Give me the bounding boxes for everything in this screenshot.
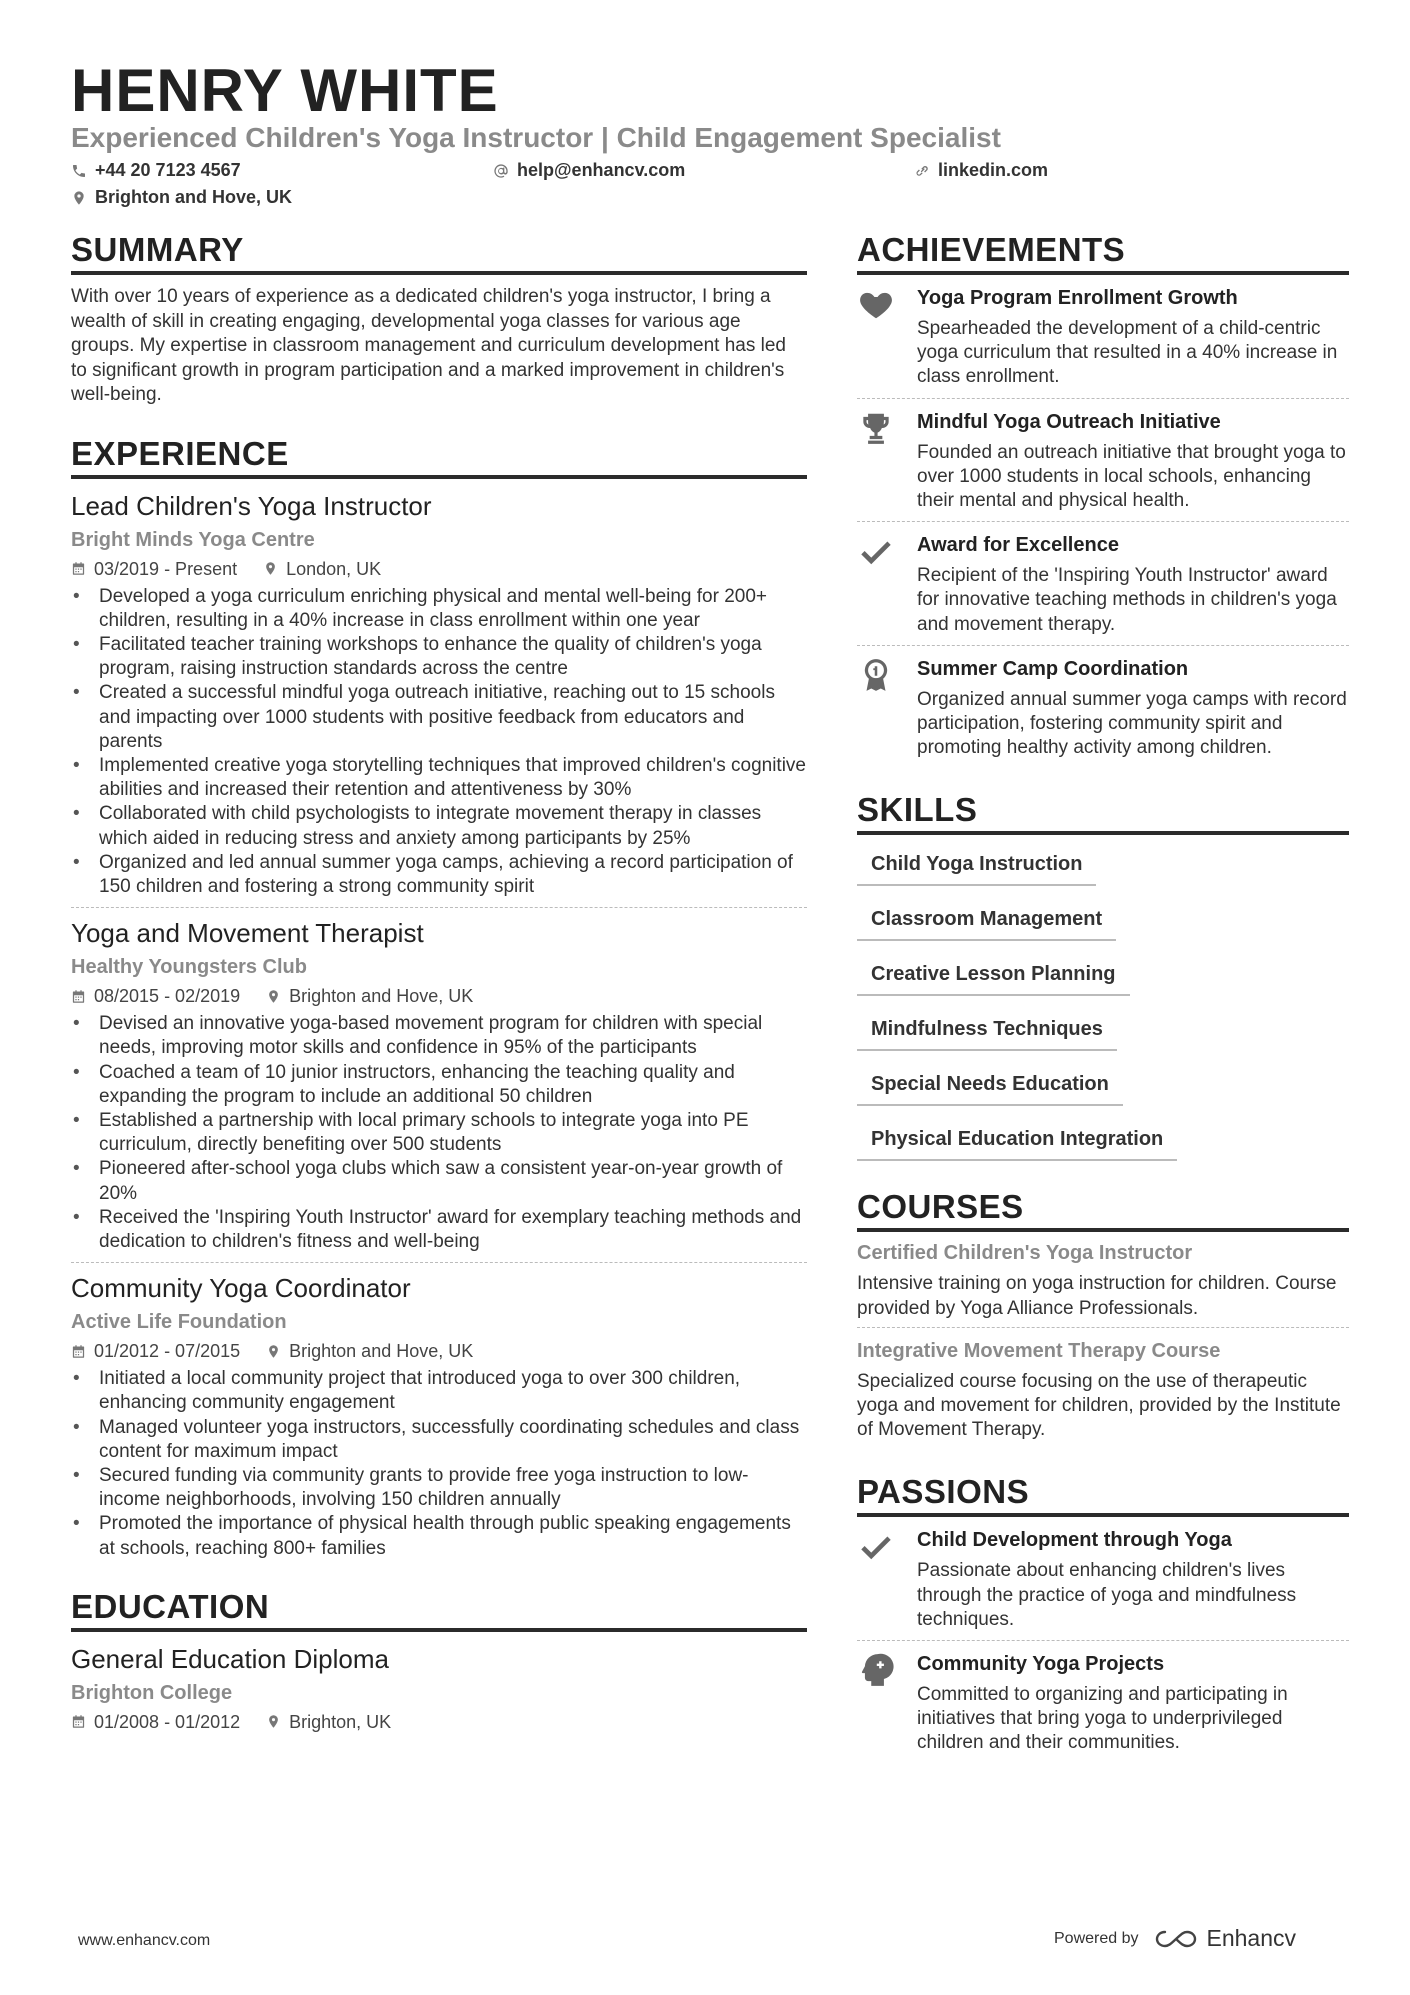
calendar-icon — [71, 1714, 86, 1729]
job-title: Lead Children's Yoga Instructor — [71, 490, 432, 521]
experience-section — [71, 434, 807, 1569]
job-entry — [71, 916, 807, 1263]
achievement-body — [917, 409, 1349, 514]
summary-heading: SUMMARY — [71, 231, 244, 268]
achievements-heading: ACHIEVEMENTS — [857, 231, 1126, 268]
skills-section — [857, 790, 1349, 1179]
achievement-item — [857, 522, 1349, 646]
brand-name: Enhancv — [1206, 1925, 1297, 1951]
job-bullet: • Developed a yoga curriculum enriching physical and mental well-being for 200+ children, resulting in a 40% increase in class enrollment within one year — [99, 585, 807, 633]
at-icon — [493, 163, 509, 179]
job-company: Active Life Foundation — [71, 1311, 287, 1334]
passion-desc: Passionate about enhancing children's lives through the practice of yoga and mindfulness techniques. — [917, 1560, 1297, 1630]
experience-heading: EXPERIENCE — [71, 434, 289, 472]
achievement-title: Mindful Yoga Outreach Initiative — [917, 410, 1221, 433]
job-bullets — [71, 585, 807, 900]
education-meta — [71, 1710, 807, 1734]
check-icon — [857, 532, 895, 570]
section-divider — [71, 1628, 807, 1632]
job-meta — [71, 557, 807, 581]
education-location — [266, 1710, 391, 1734]
location-pin-icon — [266, 1714, 281, 1729]
job-location-text: Brighton and Hove, UK — [289, 1341, 474, 1362]
phone-icon — [71, 163, 87, 179]
linkedin-text: linkedin.com — [938, 160, 1049, 180]
achievement-item — [857, 646, 1349, 769]
achievement-desc: Founded an outreach initiative that brought yoga to over 1000 students in local schools, enhancing their mental and physical health. — [917, 441, 1346, 512]
achievement-icon-wrap — [857, 409, 917, 514]
courses-section — [857, 1187, 1349, 1448]
course-title: Integrative Movement Therapy Course — [857, 1339, 1221, 1362]
course-item — [857, 1236, 1349, 1327]
job-bullet: • Devised an innovative yoga-based movement program for children with special needs, improving motor skills and confidence in 95% of the participants — [99, 1012, 807, 1060]
job-dates — [71, 1339, 240, 1363]
passion-title: Child Development through Yoga — [917, 1529, 1232, 1552]
section-divider — [71, 475, 807, 479]
achievement-body — [917, 532, 1349, 637]
email-text: help@enhancv.com — [517, 160, 686, 180]
course-title: Certified Children's Yoga Instructor — [857, 1242, 1193, 1265]
achievement-title: Yoga Program Enrollment Growth — [917, 287, 1238, 309]
footer-website[interactable]: www.enhancv.com — [78, 1932, 211, 1949]
phone-text: +44 20 7123 4567 — [95, 160, 241, 180]
job-bullet: • Created a successful mindful yoga outreach initiative, reaching out to 15 schools and impacting over 1000 students with positive feedback from educators and parents — [99, 681, 807, 754]
skill-tag: Mindfulness Techniques — [857, 1014, 1117, 1051]
contact-linkedin[interactable] — [914, 160, 1048, 181]
location-text: Brighton and Hove, UK — [95, 187, 292, 207]
job-bullet: • Initiated a local community project that introduced yoga to over 300 children, enhancing community engagement — [99, 1367, 807, 1415]
achievement-icon-wrap — [857, 656, 917, 761]
footer-branding — [1054, 1925, 1296, 1952]
job-dates — [71, 984, 240, 1008]
section-divider — [857, 831, 1349, 835]
trophy-icon — [857, 409, 895, 447]
achievement-icon-wrap — [857, 532, 917, 637]
enhancv-logo[interactable] — [1153, 1925, 1297, 1952]
passion-icon-wrap — [857, 1527, 917, 1632]
skill-tag: Child Yoga Instruction — [857, 849, 1096, 886]
job-location-text: Brighton and Hove, UK — [289, 986, 474, 1007]
infinity-logo-icon — [1153, 1927, 1199, 1951]
calendar-icon — [71, 989, 86, 1004]
job-location-text: London, UK — [286, 558, 382, 579]
powered-by-text: Powered by — [1054, 1929, 1139, 1947]
passion-item — [857, 1517, 1349, 1641]
contact-phone[interactable] — [71, 160, 241, 181]
job-title: Community Yoga Coordinator — [71, 1273, 411, 1304]
achievement-body — [917, 285, 1349, 390]
contact-location — [71, 187, 292, 208]
achievement-desc: Recipient of the 'Inspiring Youth Instructor' award for innovative teaching methods in children's yoga and movement therapy. — [917, 565, 1337, 635]
skill-tag: Creative Lesson Planning — [857, 959, 1130, 996]
heart-icon — [857, 285, 895, 323]
passion-item — [857, 1641, 1349, 1764]
job-bullet: • Collaborated with child psychologists to integrate movement therapy in classes which aided in reducing stress and anxiety among participants by 25% — [99, 802, 807, 850]
job-bullet: • Facilitated teacher training workshops to enhance the quality of children's yoga program, raising instruction standards across the centre — [99, 633, 807, 681]
course-desc: Intensive training on yoga instruction for children. Course provided by Yoga Alliance Professionals. — [857, 1273, 1337, 1319]
job-entry — [71, 489, 807, 909]
job-location — [263, 557, 381, 581]
achievement-desc: Organized annual summer yoga camps with record participation, fostering community spirit and promoting healthy activity among children. — [917, 688, 1347, 759]
check-icon — [857, 1527, 895, 1565]
location-pin-icon — [266, 989, 281, 1004]
achievement-title: Summer Camp Coordination — [917, 657, 1189, 680]
job-dates-text: 08/2015 - 02/2019 — [94, 986, 241, 1007]
left-column — [71, 230, 807, 1738]
contact-email[interactable] — [493, 160, 685, 181]
passion-body — [917, 1651, 1349, 1756]
courses-heading: COURSES — [857, 1188, 1024, 1226]
link-icon — [914, 163, 930, 179]
job-location — [266, 984, 473, 1008]
achievement-item — [857, 399, 1349, 523]
achievement-item — [857, 275, 1349, 399]
education-heading: EDUCATION — [71, 1587, 270, 1625]
skills-heading: SKILLS — [857, 791, 978, 829]
passion-desc: Committed to organizing and participating in initiatives that bring yoga to underprivileged children and their communities. — [917, 1684, 1288, 1754]
job-dates-text: 03/2019 - Present — [94, 558, 238, 579]
skills-list — [857, 849, 1349, 1179]
job-bullet: • Established a partnership with local primary schools to integrate yoga into PE curriculum, directly benefiting over 500 students — [99, 1109, 807, 1157]
achievements-section — [857, 230, 1349, 768]
skill-tag: Physical Education Integration — [857, 1124, 1177, 1161]
calendar-icon — [71, 1344, 86, 1359]
job-bullet: • Received the 'Inspiring Youth Instructor' award for exemplary teaching methods and dedication to children's fitness and well-being — [99, 1206, 807, 1254]
candidate-name: HENRY WHITE — [71, 57, 499, 124]
school-name: Brighton College — [71, 1681, 233, 1704]
summary-section — [71, 230, 807, 408]
award-ribbon-icon — [857, 656, 895, 694]
job-entry — [71, 1271, 807, 1569]
job-dates-text: 01/2012 - 07/2015 — [94, 1341, 241, 1362]
location-pin-icon — [263, 561, 278, 576]
education-section — [71, 1587, 807, 1734]
job-bullet: • Managed volunteer yoga instructors, successfully coordinating schedules and class content for maximum impact — [99, 1416, 807, 1464]
achievement-icon-wrap — [857, 285, 917, 390]
location-pin-icon — [266, 1344, 281, 1359]
right-column — [857, 230, 1349, 1764]
passions-heading: PASSIONS — [857, 1473, 1030, 1511]
job-location — [266, 1339, 473, 1363]
passion-icon-wrap — [857, 1651, 917, 1756]
summary-text: With over 10 years of experience as a dedicated children's yoga instructor, I bring a wealth of skill in creating engaging, developmental yoga classes for various age groups. My expertise in classroom management and curriculum development has led to significant growth in program participation and a marked improvement in children's well-being. — [71, 286, 786, 405]
location-pin-icon — [71, 190, 87, 206]
achievement-body — [917, 656, 1349, 761]
achievement-title: Award for Excellence — [917, 534, 1119, 557]
job-dates — [71, 557, 237, 581]
education-dates — [71, 1710, 240, 1734]
education-location-text: Brighton, UK — [289, 1711, 392, 1732]
section-divider — [857, 1228, 1349, 1232]
job-bullet: • Secured funding via community grants to provide free yoga instruction to low-income neighborhoods, involving 150 children annually — [99, 1464, 807, 1512]
passions-section — [857, 1472, 1349, 1763]
job-company: Bright Minds Yoga Centre — [71, 528, 315, 551]
candidate-headline: Experienced Children's Yoga Instructor | Child Engagement Specialist — [71, 122, 1001, 153]
job-bullets — [71, 1012, 807, 1254]
job-bullet: • Organized and led annual summer yoga camps, achieving a record participation of 150 children and fostering a strong community spirit — [99, 851, 807, 899]
passion-body — [917, 1527, 1349, 1632]
job-meta — [71, 984, 807, 1008]
job-company: Healthy Youngsters Club — [71, 956, 307, 979]
head-mind-icon — [857, 1651, 895, 1689]
job-bullet: • Coached a team of 10 junior instructors, enhancing the teaching quality and expanding the program to include an additional 50 children — [99, 1061, 807, 1109]
job-meta — [71, 1339, 807, 1363]
job-bullets — [71, 1367, 807, 1561]
course-desc: Specialized course focusing on the use of therapeutic yoga and movement for children, provided by the Institute of Movement Therapy. — [857, 1370, 1341, 1441]
education-dates-text: 01/2008 - 01/2012 — [94, 1711, 241, 1732]
job-bullet: • Pioneered after-school yoga clubs which saw a consistent year-on-year growth of 20% — [99, 1157, 807, 1205]
job-bullet: • Promoted the importance of physical health through public speaking engagements at schools, reaching 800+ families — [99, 1512, 807, 1560]
job-title: Yoga and Movement Therapist — [71, 918, 424, 949]
calendar-icon — [71, 561, 86, 576]
job-bullet: • Implemented creative yoga storytelling techniques that improved children's cognitive abilities and increased their retention and attentiveness by 30% — [99, 754, 807, 802]
course-item — [857, 1334, 1349, 1449]
skill-tag: Classroom Management — [857, 904, 1116, 941]
degree-title: General Education Diploma — [71, 1643, 389, 1674]
achievement-desc: Spearheaded the development of a child-centric yoga curriculum that resulted in a 40% increase in class enrollment. — [917, 318, 1338, 388]
section-divider — [71, 271, 807, 275]
passion-title: Community Yoga Projects — [917, 1653, 1165, 1676]
skill-tag: Special Needs Education — [857, 1069, 1123, 1106]
